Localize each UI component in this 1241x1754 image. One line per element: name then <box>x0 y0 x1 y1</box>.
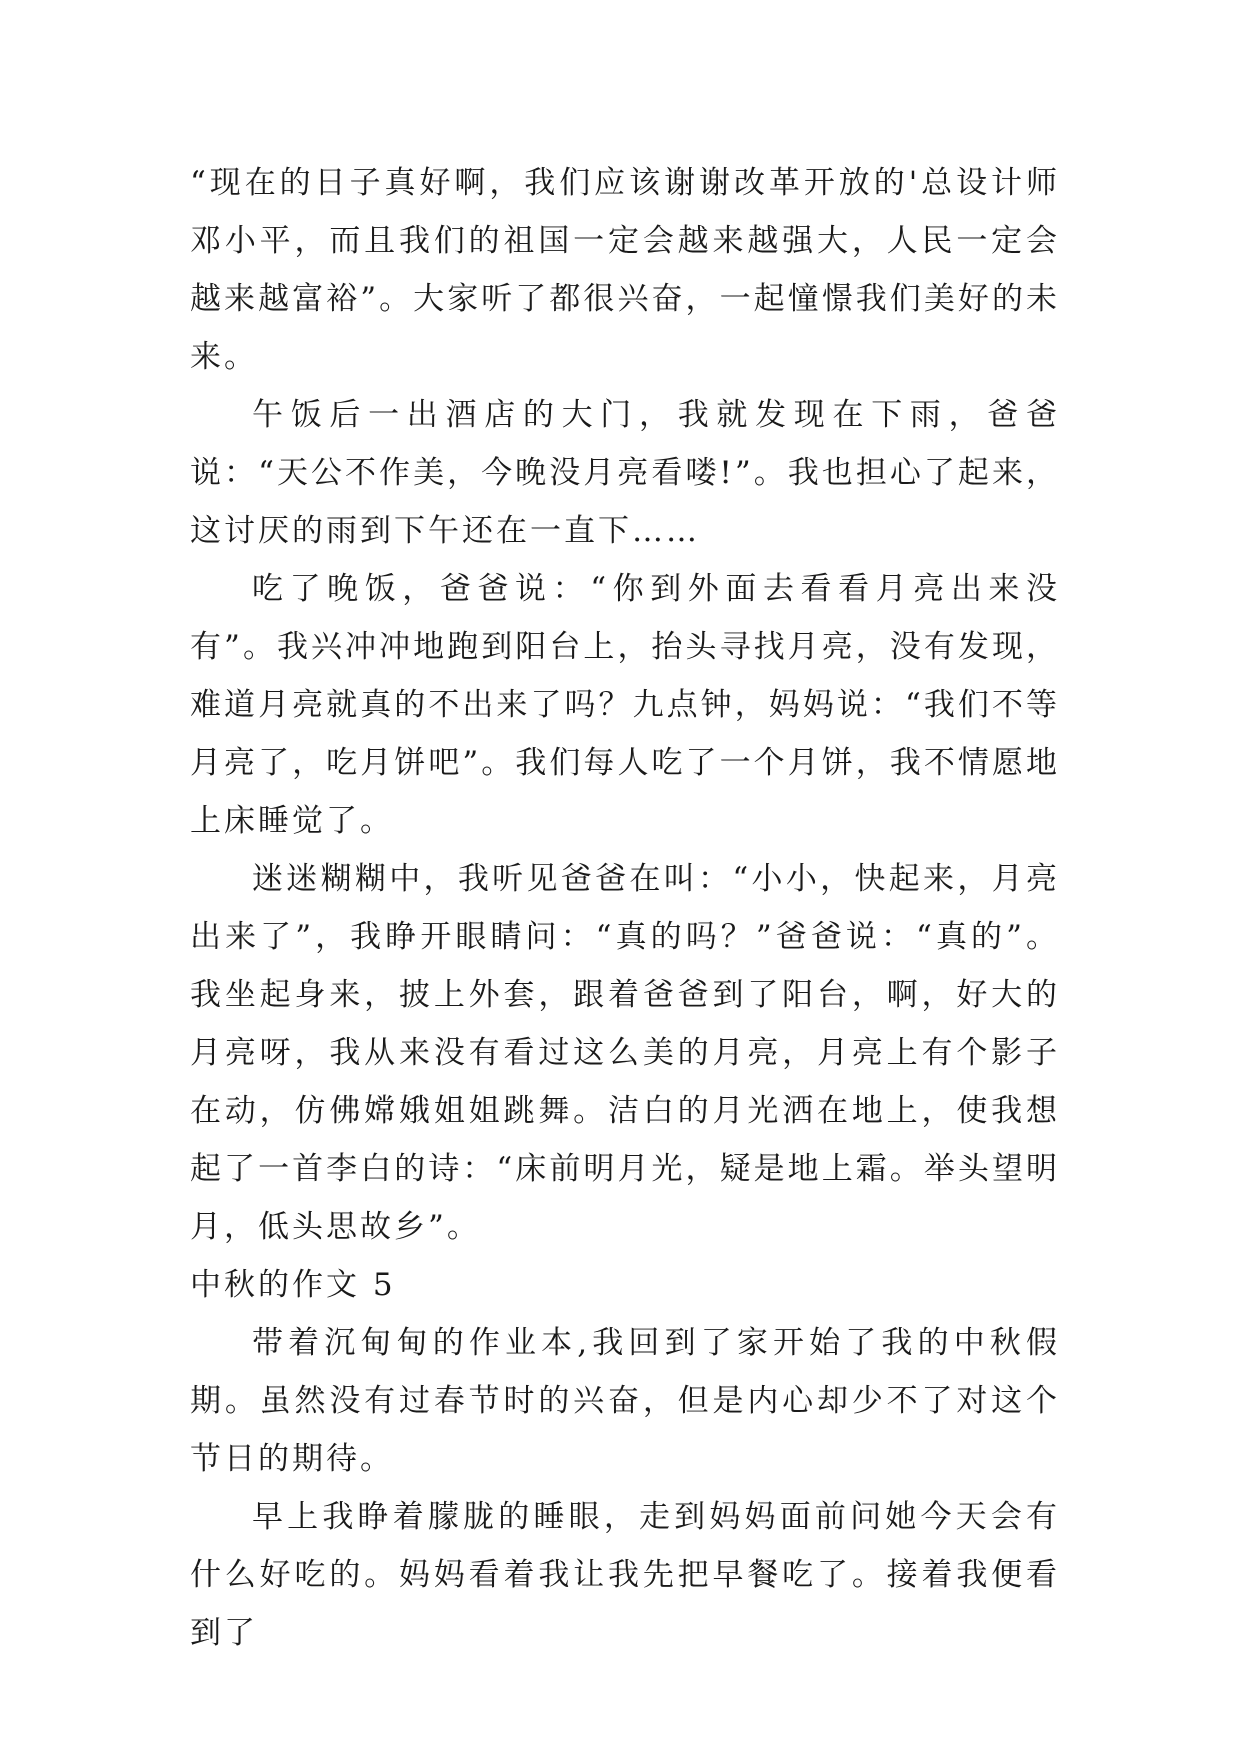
paragraph-moon-appears: 迷迷糊糊中，我听见爸爸在叫：“小小，快起来，月亮出来了”，我睁开眼睛问：“真的吗？”爸爸说：“真的”。我坐起身来，披上外套，跟着爸爸到了阳台，啊，好大的月亮呀，我从来没有看过这么美的月亮，月亮上有个影子在动，仿佛嫦娥姐姐跳舞。洁白的月光洒在地上，使我想起了一首李白的诗：“床前明月光，疑是地上霜。举头望明月，低头思故乡”。 <box>190 861 1060 1245</box>
paragraph-homework: 带着沉甸甸的作业本,我回到了家开始了我的中秋假期。虽然没有过春节时的兴奋，但是内心却少不了对这个节日的期待。 <box>190 1325 1060 1477</box>
paragraph-continuation: “现在的日子真好啊，我们应该谢谢改革开放的'总设计师邓小平，而且我们的祖国一定会越来越强大，人民一定会越来越富裕”。大家听了都很兴奋，一起憧憬我们美好的未来。 <box>190 165 1060 375</box>
paragraph-lunch-rain: 午饭后一出酒店的大门，我就发现在下雨，爸爸说：“天公不作美，今晚没月亮看喽!”。我也担心了起来，这讨厌的雨到下午还在一直下…… <box>190 397 1060 549</box>
paragraph-morning: 早上我睁着朦胧的睡眼，走到妈妈面前问她今天会有什么好吃的。妈妈看着我让我先把早餐吃了。接着我便看到了 <box>190 1499 1060 1651</box>
document-body <box>190 154 1060 1662</box>
paragraph-dinner-moon: 吃了晚饭，爸爸说：“你到外面去看看月亮出来没有”。我兴冲冲地跑到阳台上，抬头寻找月亮，没有发现，难道月亮就真的不出来了吗？九点钟，妈妈说：“我们不等月亮了，吃月饼吧”。我们每人吃了一个月饼，我不情愿地上床睡觉了。 <box>190 571 1060 839</box>
section-heading: 中秋的作文 5 <box>190 1267 396 1303</box>
